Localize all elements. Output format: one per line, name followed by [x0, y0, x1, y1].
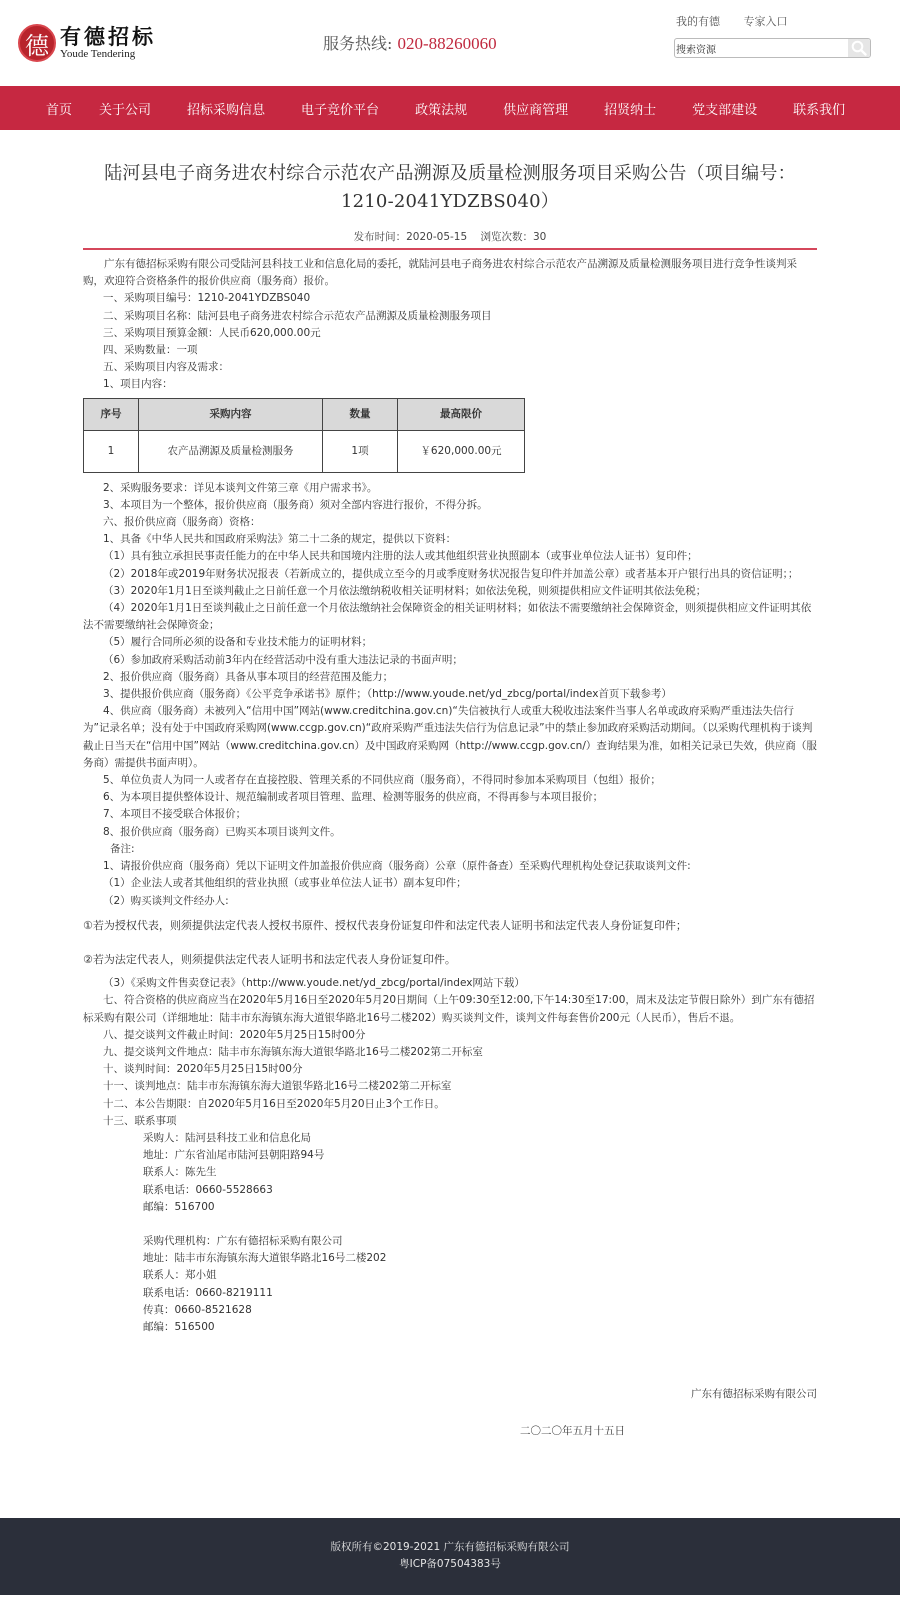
section-6-4: 4、供应商（服务商）未被列入“信用中国”网站(www.creditchina.gov.cn)“失信被执行人或重大税收违法案件当事人名单或政府采购严重违法失信行为”记录名单；没有处于中国政府采购网(www.ccgp.gov.cn)“政府采购严重违法失信行为信息记录”中的禁止参加政府采购活动期间。（以采购代理机构于谈判截止日当天在“信用中国”网站（www.creditchina.gov.cn）及中国政府采购网（http://www.ccgp.gov.cn/）查询结果为准，如相关记录已失效，供应商（服务商）需提供书面声明）。 — [83, 705, 817, 769]
nav-tender-info[interactable]: 招标采购信息 — [187, 102, 266, 118]
nav-e-bidding[interactable]: 电子竞价平台 — [301, 102, 380, 118]
intro-paragraph: 广东有德招标采购有限公司受陆河县科技工业和信息化局的委托，就陆河县电子商务进农村综合示范农产品溯源及质量检测服务项目进行竞争性谈判采购，欢迎符合资格条件的报价供应商（服务商）报价。 — [83, 258, 797, 288]
nav-careers[interactable]: 招贤纳士 — [604, 102, 657, 118]
note-1-2: （2）购买谈判文件经办人: — [103, 894, 229, 907]
col-header-content: 采购内容 — [139, 398, 323, 430]
top-links — [676, 13, 808, 29]
section-3: 三、采购项目预算金额：人民币620,000.00元 — [103, 326, 321, 339]
note-circle-2: ②若为法定代表人，则须提供法定代表人证明书和法定代表人身份证复印件。 — [83, 952, 456, 966]
signature-company: 广东有德招标采购有限公司 — [691, 1388, 817, 1401]
section-6: 六、报价供应商（服务商）资格： — [103, 516, 261, 529]
section-13: 十三、联系事项 — [103, 1114, 177, 1127]
purchaser-phone: 联系电话：0660-5528663 — [143, 1183, 273, 1196]
agency-contact — [83, 1233, 817, 1336]
note-circle-1: ①若为授权代表，则须提供法定代表人授权书原件、授权代表身份证复印件和法定代表人证明书和法定代表人身份证复印件； — [83, 918, 687, 932]
purchaser-address: 地址：广东省汕尾市陆河县朝阳路94号 — [143, 1149, 325, 1162]
purchaser-contact — [83, 1130, 817, 1216]
agency-zip: 邮编：516500 — [143, 1320, 215, 1333]
signature-date: 二〇二〇年五月十五日 — [520, 1425, 625, 1438]
agency-name: 采购代理机构：广东有德招标采购有限公司 — [143, 1234, 343, 1247]
nav-supplier[interactable]: 供应商管理 — [503, 102, 569, 118]
nav-about[interactable]: 关于公司 — [99, 102, 152, 118]
cell-content: 农产品溯源及质量检测服务 — [139, 430, 323, 472]
purchaser-zip: 邮编：516700 — [143, 1200, 215, 1213]
title-line-2: 1210-2041YDZBS040） — [340, 191, 560, 212]
cell-quantity: 1项 — [323, 430, 398, 472]
section-6-1-4: （4）2020年1月1日至谈判截止之日前任意一个月依法缴纳社会保障资金的相关证明材料；如依法不需要缴纳社会保障资金，则须提供相应文件证明其依法不需要缴纳社会保障资金； — [83, 602, 812, 632]
section-5: 五、采购项目内容及需求： — [103, 361, 229, 374]
search-input[interactable] — [675, 39, 848, 57]
search-box — [674, 38, 871, 58]
logo-chinese-name: 有德招标 — [60, 23, 156, 49]
main-nav — [0, 86, 900, 130]
logo-text — [60, 23, 156, 61]
publish-time: 发布时间：2020-05-15 — [353, 231, 468, 243]
table-header-row — [84, 398, 525, 430]
expert-entry-link[interactable]: 专家入口 — [743, 15, 788, 28]
section-6-1-5: （5）履行合同所必须的设备和专业技术能力的证明材料； — [103, 636, 373, 649]
col-header-index: 序号 — [84, 398, 139, 430]
nav-policy[interactable]: 政策法规 — [415, 102, 468, 118]
purchaser-contact-person: 联系人：陈先生 — [143, 1166, 217, 1179]
section-1: 一、采购项目编号：1210-2041YDZBS040 — [103, 292, 311, 305]
cell-index: 1 — [84, 430, 139, 472]
view-count: 浏览次数：30 — [480, 231, 547, 243]
section-6-5: 5、单位负责人为同一人或者存在直接控股、管理关系的不同供应商（服务商），不得同时参加本采购项目（包组）报价； — [103, 774, 661, 787]
section-6-1-6: （6）参加政府采购活动前3年内在经营活动中没有重大违法记录的书面声明； — [103, 653, 463, 666]
items-table — [83, 398, 525, 473]
my-youde-link[interactable]: 我的有德 — [676, 15, 720, 28]
note-1-3: （3）《采购文件售卖登记表》（http://www.youde.net/yd_zbcg/portal/index网站下载） — [103, 977, 525, 990]
section-7: 七、符合资格的供应商应当在2020年5月16日至2020年5月20日期间（上午09:30至12:00,下午14:30至17:00，周末及法定节假日除外）到广东有德招标采购有限公司（详细地址：陆丰市东海镇东海大道银华路北16号二楼202）购买谈判文件，谈判文件每套售价200元（人民币），售后不退。 — [83, 994, 815, 1024]
agency-fax: 传真：0660-8521628 — [143, 1303, 252, 1316]
hotline-number: 020-88260060 — [397, 34, 497, 53]
col-header-max-price: 最高限价 — [398, 398, 525, 430]
purchaser-name: 采购人：陆河县科技工业和信息化局 — [143, 1131, 311, 1144]
section-8: 八、提交谈判文件截止时间：2020年5月25日15时00分 — [103, 1028, 366, 1041]
section-10: 十、谈判时间：2020年5月25日15时00分 — [103, 1063, 303, 1076]
hotline-label: 服务热线: — [323, 34, 393, 53]
agency-phone: 联系电话：0660-8219111 — [143, 1286, 273, 1299]
search-icon — [851, 40, 867, 56]
cell-max-price: ￥620,000.00元 — [398, 430, 525, 472]
hotline — [323, 31, 497, 54]
section-6-1-3: （3）2020年1月1日至谈判截止之日前任意一个月依法缴纳税收相关证明材料；如依法免税，则须提供相应文件证明其依法免税； — [103, 584, 707, 597]
section-5-3: 3、本项目为一个整体，报价供应商（服务商）须对全部内容进行报价，不得分拆。 — [103, 498, 488, 511]
logo-english-name: Youde Tendering — [60, 47, 136, 60]
section-4: 四、采购数量：一项 — [103, 344, 198, 357]
section-6-6: 6、为本项目提供整体设计、规范编制或者项目管理、监理、检测等服务的供应商，不得再参与本项目报价； — [103, 791, 604, 804]
section-6-7: 7、本项目不接受联合体报价； — [103, 808, 247, 821]
nav-contact[interactable]: 联系我们 — [793, 102, 846, 118]
title-line-1: 陆河县电子商务进农村综合示范农产品溯源及质量检测服务项目采购公告（项目编号： — [104, 163, 796, 184]
col-header-quantity: 数量 — [323, 398, 398, 430]
section-5-2: 2、采购服务要求：详见本谈判文件第三章《用户需求书》。 — [103, 481, 378, 494]
logo-emblem-icon: 德 — [18, 24, 56, 62]
site-footer — [0, 1518, 900, 1595]
section-6-3: 3、提供报价供应商（服务商）《公平竞争承诺书》原件；（http://www.youde.net/yd_zbcg/portal/index首页下载参考） — [103, 688, 672, 701]
section-6-1-2: （2）2018年或2019年财务状况报表（若新成立的，提供成立至今的月或季度财务状况报告复印件并加盖公章）或者基本开户银行出具的资信证明；； — [103, 567, 799, 580]
section-6-1-1: （1）具有独立承担民事责任能力的在中华人民共和国境内注册的法人或其他组织营业执照副本（或事业单位法人证书）复印件； — [103, 550, 698, 563]
copyright: 版权所有©2019-2021 广东有德招标采购有限公司 — [330, 1541, 570, 1554]
page-title — [83, 160, 817, 216]
title-divider — [83, 248, 817, 250]
search-button[interactable] — [848, 38, 870, 58]
section-6-1: 1、具备《中华人民共和国政府采购法》第二十二条的规定，提供以下资料： — [103, 533, 457, 546]
icp-number[interactable]: 粤ICP备07504383号 — [399, 1558, 501, 1571]
table-row — [84, 430, 525, 472]
article-meta — [83, 229, 817, 244]
note-label: 备注: — [110, 842, 135, 855]
section-2: 二、采购项目名称：陆河县电子商务进农村综合示范农产品溯源及质量检测服务项目 — [103, 309, 492, 322]
nav-party[interactable]: 党支部建设 — [692, 102, 758, 118]
section-12: 十二、本公告期限：自2020年5月16日至2020年5月20日止3个工作日。 — [103, 1097, 445, 1110]
section-9: 九、提交谈判文件地点：陆丰市东海镇东海大道银华路北16号二楼202第二开标室 — [103, 1045, 483, 1058]
agency-address: 地址：陆丰市东海镇东海大道银华路北16号二楼202 — [143, 1252, 387, 1265]
section-11: 十一、谈判地点：陆丰市东海镇东海大道银华路北16号二楼202第二开标室 — [103, 1080, 452, 1093]
agency-contact-person: 联系人：郑小姐 — [143, 1269, 217, 1282]
note-1: 1、请报价供应商（服务商）凭以下证明文件加盖报价供应商（服务商）公章（原件备查）至采购代理机构处登记获取谈判文件: — [103, 860, 691, 873]
section-5-1: 1、项目内容： — [103, 378, 173, 391]
section-6-2: 2、报价供应商（服务商）具备从事本项目的经营范围及能力； — [103, 670, 394, 683]
section-6-8: 8、报价供应商（服务商）已购买本项目谈判文件。 — [103, 825, 341, 838]
article-body — [83, 256, 817, 1336]
article — [83, 130, 817, 1438]
nav-home[interactable]: 首页 — [46, 102, 73, 118]
site-header — [0, 0, 900, 86]
logo[interactable] — [18, 24, 156, 62]
note-1-1: （1）企业法人或者其他组织的营业执照（或事业单位法人证书）副本复印件； — [103, 877, 467, 890]
